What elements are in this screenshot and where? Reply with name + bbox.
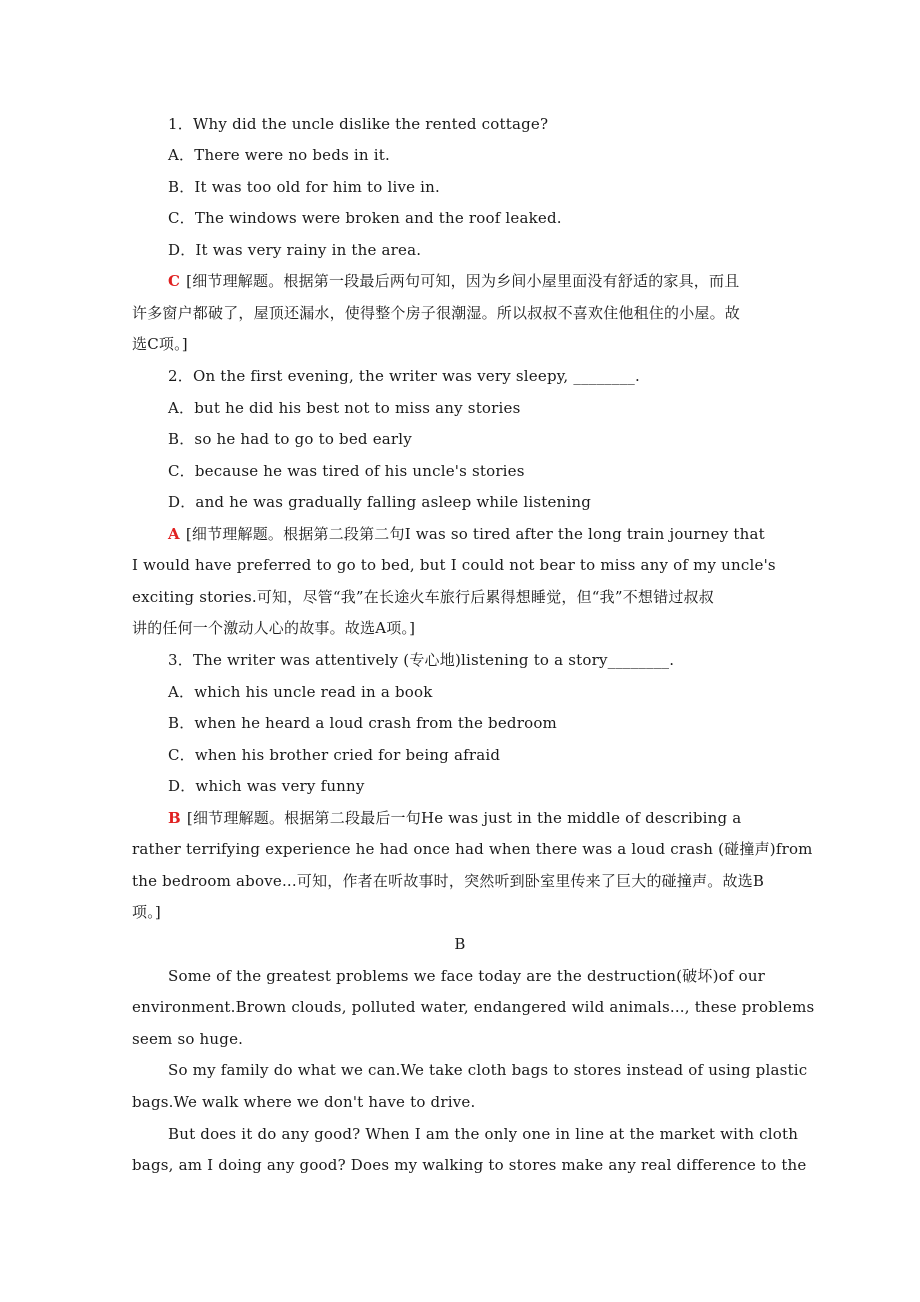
- q3-option-d: D．which was very funny: [168, 777, 365, 795]
- q3-explanation-2: rather terrifying experience he had once had when there was a loud crash (碰撞声)from: [132, 840, 813, 858]
- q2-option-a: A．but he did his best not to miss any stories: [168, 399, 521, 417]
- q3-explanation-4: 项。]: [132, 903, 161, 921]
- q1-option-d: D．It was very rainy in the area.: [168, 241, 422, 259]
- q3-option-a: A．which his uncle read in a book: [168, 683, 433, 701]
- q2-answer: A: [168, 525, 180, 543]
- section-b-heading: B: [454, 935, 466, 953]
- q3-option-b: B．when he heard a loud crash from the bedroom: [168, 714, 557, 732]
- q1-option-c: C．The windows were broken and the roof leaked.: [168, 209, 562, 227]
- passage-line: Some of the greatest problems we face today are the destruction(破坏)of our: [168, 967, 766, 985]
- q2-answer-line: [168, 524, 765, 544]
- q1-option-a: A．There were no beds in it.: [168, 146, 390, 164]
- passage-line: environment.Brown clouds, polluted water, endangered wild animals..., these problems: [132, 998, 815, 1016]
- passage-line: But does it do any good? When I am the only one in line at the market with cloth: [168, 1125, 799, 1143]
- q2-explanation-4: 讲的任何一个激动人心的故事。故选A项。]: [132, 619, 416, 637]
- q2-explanation-1: [细节理解题。根据第二段第二句I was so tired after the long train journey that: [185, 525, 765, 543]
- passage-line: seem so huge.: [132, 1030, 244, 1048]
- q3-stem: 3．The writer was attentively (专心地)listening to a story________.: [168, 651, 675, 669]
- q1-explanation-3: 选C项。]: [132, 335, 188, 353]
- q3-explanation-3: the bedroom above...可知，作者在听故事时，突然听到卧室里传来了巨大的碰撞声。故选B: [132, 872, 765, 890]
- q3-explanation-1: [细节理解题。根据第二段最后一句He was just in the middle of describing a: [186, 809, 742, 827]
- passage-line: So my family do what we can.We take cloth bags to stores instead of using plastic: [168, 1061, 808, 1079]
- q2-option-d: D．and he was gradually falling asleep while listening: [168, 493, 592, 511]
- q2-stem: 2．On the first evening, the writer was very sleepy, ________.: [168, 367, 640, 385]
- q1-explanation-2: 许多窗户都破了，屋顶还漏水，使得整个房子很潮湿。所以叔叔不喜欢住他租住的小屋。故: [132, 304, 741, 322]
- q1-explanation-1: [细节理解题。根据第一段最后两句可知，因为乡间小屋里面没有舒适的家具，而且: [186, 272, 740, 290]
- q2-explanation-2: I would have preferred to go to bed, but I could not bear to miss any of my uncle's: [132, 556, 776, 574]
- passage-line: bags, am I doing any good? Does my walking to stores make any real difference to the: [132, 1156, 807, 1174]
- q2-option-b: B．so he had to go to bed early: [168, 430, 412, 448]
- q3-answer: B: [168, 809, 181, 827]
- q2-option-c: C．because he was tired of his uncle's stories: [168, 462, 525, 480]
- passage-line: bags.We walk where we don't have to drive.: [132, 1093, 476, 1111]
- q1-answer-line: [168, 271, 739, 291]
- q1-option-b: B．It was too old for him to live in.: [168, 178, 440, 196]
- q1-answer: C: [168, 272, 181, 290]
- q2-explanation-3: exciting stories.可知，尽管“我”在长途火车旅行后累得想睡觉，但“我”不想错过叔叔: [132, 588, 714, 606]
- q1-stem: 1．Why did the uncle dislike the rented cottage?: [168, 115, 549, 133]
- q3-option-c: C．when his brother cried for being afraid: [168, 746, 501, 764]
- q3-answer-line: [168, 808, 741, 828]
